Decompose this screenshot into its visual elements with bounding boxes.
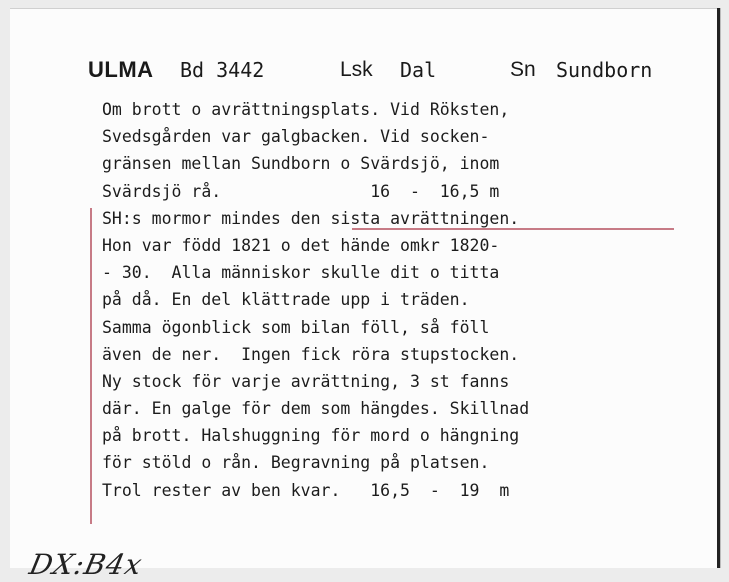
parish-name: Sundborn [556, 58, 653, 82]
card-body-text [102, 96, 702, 504]
text-line: Hon var född 1821 o det hände omkr 1820- [102, 235, 500, 255]
card-header [0, 52, 729, 92]
text-line: på brott. Halshuggning för mord o hängning [102, 426, 520, 446]
text-line: för stöld o rån. Begravning på platsen. [102, 453, 490, 473]
text-line: gränsen mellan Sundborn o Svärdsjö, inom [102, 154, 500, 174]
handwritten-signature: DX:B4x [26, 548, 146, 581]
volume-number: Bd 3442 [180, 58, 265, 82]
text-line: Trol rester av ben kvar. 16,5 - 19 m [102, 480, 510, 500]
text-line: även de ner. Ingen fick röra stupstocken. [102, 344, 520, 364]
text-line: Svedsgården var galgbacken. Vid socken- [102, 127, 490, 147]
text-line: SH:s mormor mindes den sista avrättningen. [102, 208, 520, 228]
margin-marker [90, 208, 92, 524]
text-line: på då. En del klättrade upp i träden. [102, 290, 470, 310]
text-line: Ny stock för varje avrättning, 3 st fanns [102, 371, 510, 391]
text-line: Samma ögonblick som bilan föll, så föll [102, 317, 490, 337]
card-top-edge [10, 8, 717, 9]
archive-code: ULMA [88, 57, 154, 82]
text-line: Svärdsjö rå. 16 - 16,5 m [102, 181, 500, 201]
text-line: där. En galge för dem som hängdes. Skillnad [102, 399, 530, 419]
parish-label: Sn [510, 58, 536, 81]
text-line: Om brott o avrättningsplats. Vid Röksten, [102, 100, 510, 119]
text-line: - 30. Alla människor skulle dit o titta [102, 263, 500, 283]
province-name: Dal [400, 58, 437, 82]
province-label: Lsk [340, 58, 373, 81]
